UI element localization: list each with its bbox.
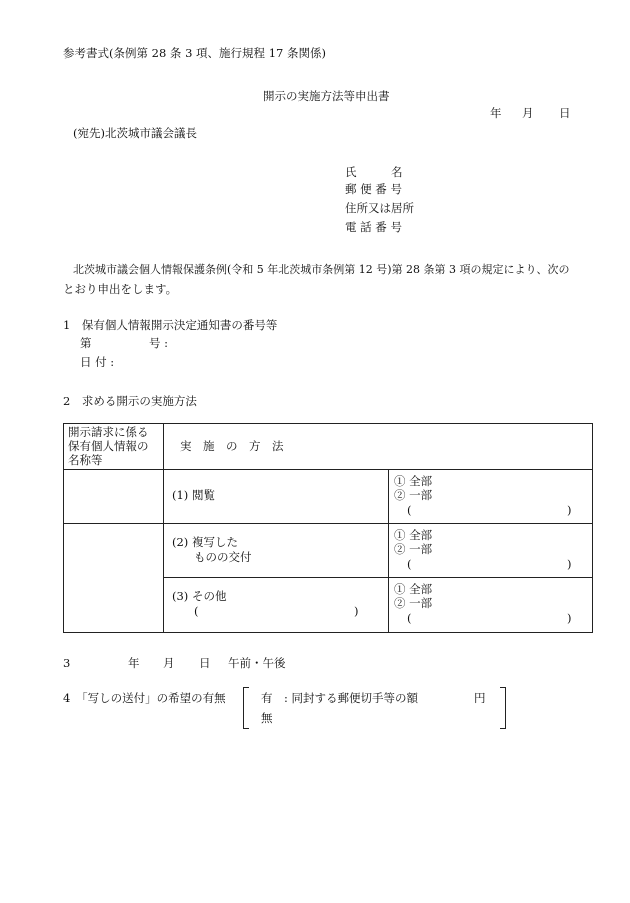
option-cell [389, 470, 593, 524]
section1-heading: 1 保有個人情報開示決定通知書の番号等 [63, 318, 278, 332]
header-line: 保有個人情報の [68, 439, 149, 453]
section1-number-label: 第 [80, 336, 92, 350]
section3-ampm[interactable]: 午前・午後 [228, 656, 286, 670]
method-label: (1) 閲覧 [172, 488, 215, 502]
document-title: 開示の実施方法等申出書 [263, 89, 390, 103]
method-label: (2) 複写した [172, 535, 238, 549]
section4-heading: 4 「写しの送付」の希望の有無 [63, 691, 226, 705]
option-all[interactable]: ① 全部 [394, 528, 433, 542]
section3-month: 月 [163, 656, 175, 670]
method-cell [164, 524, 389, 578]
other-paren-open: ( [194, 604, 199, 618]
paren-open: ( [407, 503, 412, 517]
section2-heading: 2 求める開示の実施方法 [63, 394, 197, 408]
option-partial[interactable]: ② 一部 [394, 596, 433, 610]
method-label: (3) その他 [172, 589, 227, 603]
applicant-phone-label: 電 話 番 号 [345, 220, 402, 234]
intro-text-line2: とおり申出をします。 [63, 282, 178, 296]
bracket-right [500, 687, 506, 729]
bracket-left [243, 687, 249, 729]
method-table [63, 423, 593, 633]
section4-yen: 円 [474, 691, 486, 705]
section3-number: 3 [63, 656, 71, 670]
info-name-cell[interactable] [64, 524, 164, 633]
table-header-row [64, 424, 593, 470]
section1-number-suffix: 号 : [149, 336, 169, 350]
section1-date-label: 日 付 : [80, 355, 115, 369]
table-header-info-name [64, 424, 164, 470]
table-header-method [164, 424, 593, 470]
method-label-cont: ものの交付 [194, 550, 252, 564]
header-method-label: 実 施 の 方 法 [180, 439, 284, 453]
option-partial[interactable]: ② 一部 [394, 488, 433, 502]
option-cell [389, 524, 593, 578]
header-reference: 参考書式(条例第 28 条 3 項、施行規程 17 条関係) [63, 46, 326, 60]
table-row [64, 470, 593, 524]
addressee: (宛先)北茨城市議会議長 [73, 126, 197, 140]
date-day-label: 日 [559, 106, 571, 120]
applicant-address-label: 住所又は居所 [345, 201, 414, 215]
option-all[interactable]: ① 全部 [394, 474, 433, 488]
section4-option-yes[interactable]: 有 : 同封する郵便切手等の額 [261, 691, 419, 705]
paren-close: ) [567, 503, 572, 517]
other-paren-close: ) [354, 604, 359, 618]
applicant-postal-label: 郵 便 番 号 [345, 182, 402, 196]
info-name-cell[interactable] [64, 470, 164, 524]
header-line: 開示請求に係る [68, 425, 149, 439]
intro-text-line1: 北茨城市議会個人情報保護条例(令和 5 年北茨城市条例第 12 号)第 28 条第 3 項の規定により、次の [73, 263, 570, 276]
paren-open: ( [407, 611, 412, 625]
section4-option-no[interactable]: 無 [261, 711, 273, 725]
section3-day: 日 [199, 656, 211, 670]
method-cell [164, 470, 389, 524]
option-partial[interactable]: ② 一部 [394, 542, 433, 556]
option-all[interactable]: ① 全部 [394, 582, 433, 596]
option-cell [389, 578, 593, 633]
paren-close: ) [567, 557, 572, 571]
paren-open: ( [407, 557, 412, 571]
section3-year: 年 [128, 656, 140, 670]
paren-close: ) [567, 611, 572, 625]
method-cell [164, 578, 389, 633]
date-year-label: 年 [490, 106, 502, 120]
header-line: 名称等 [68, 453, 103, 467]
date-month-label: 月 [522, 106, 534, 120]
applicant-name-label: 氏 名 [345, 165, 403, 179]
table-row [64, 524, 593, 578]
